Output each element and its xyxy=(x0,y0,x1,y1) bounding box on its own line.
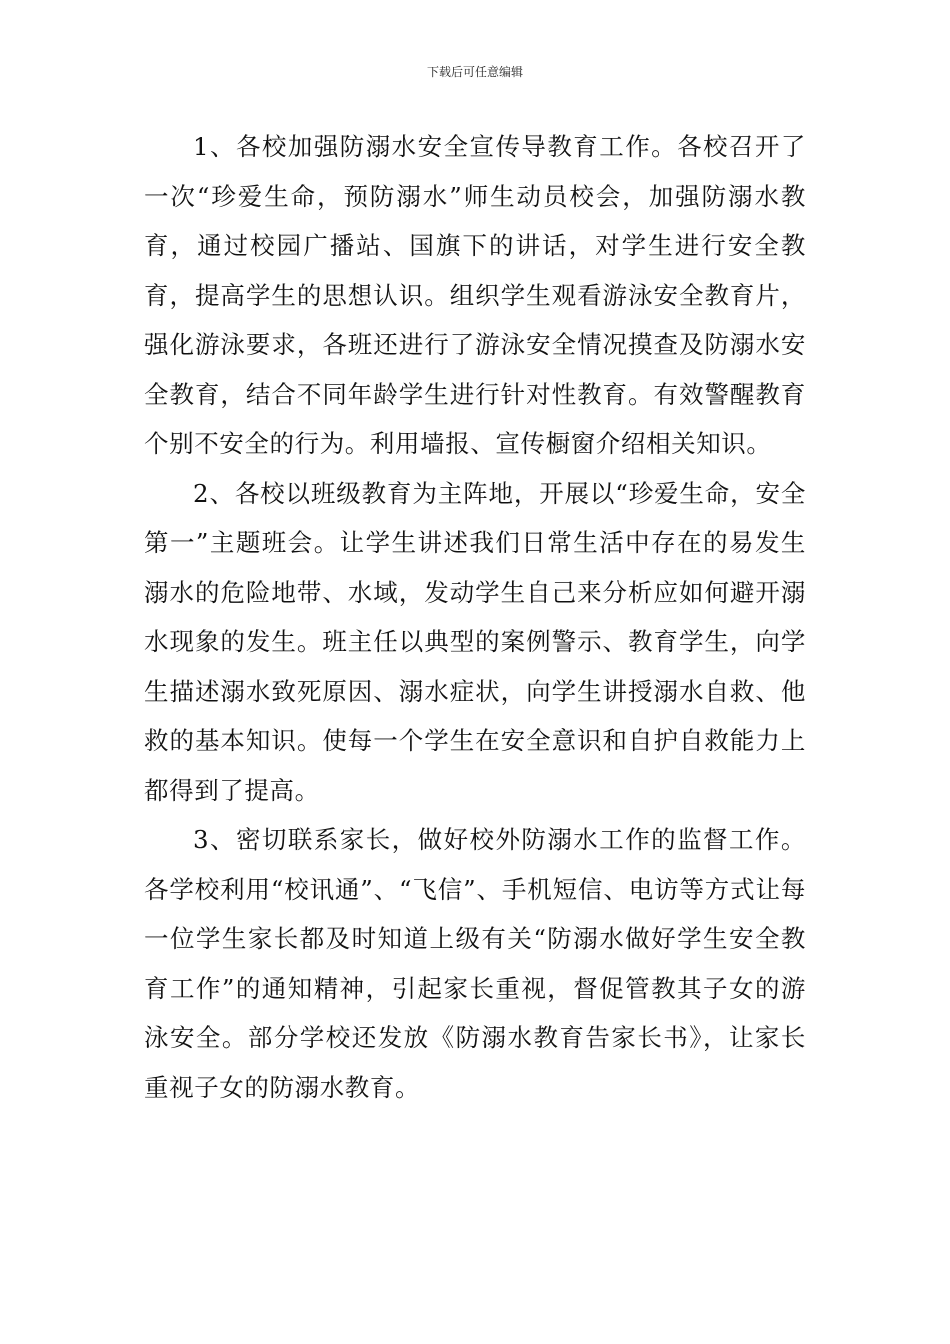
paragraph-3: 3、密切联系家长，做好校外防溺水工作的监督工作。各学校利用“校讯通”、“飞信”、手机短信、电访等方式让每一位学生家长都及时知道上级有关“防溺水做好学生安全教育工作”的通知精神，引起家长重视，督促管教其子女的游泳安全。部分学校还发放《防溺水教育告家长书》，让家长重视子女的防溺水教育。 xyxy=(144,825,806,1102)
paragraph-1: 1、各校加强防溺水安全宣传导教育工作。各校召开了一次“珍爱生命，预防溺水”师生动员校会，加强防溺水教育，通过校园广播站、国旗下的讲话，对学生进行安全教育，提高学生的思想认识。组织学生观看游泳安全教育片，强化游泳要求，各班还进行了游泳安全情况摸查及防溺水安全教育，结合不同年龄学生进行针对性教育。有效警醒教育个别不安全的行为。利用墙报、宣传橱窗介绍相关知识。 xyxy=(144,132,806,458)
page-header: 下载后可任意编辑 xyxy=(426,65,523,79)
paragraph-2: 2、各校以班级教育为主阵地，开展以“珍爱生命，安全第一”主题班会。让学生讲述我们日常生活中存在的易发生溺水的危险地带、水域，发动学生自己来分析应如何避开溺水现象的发生。班主任以典型的案例警示、教育学生，向学生描述溺水致死原因、溺水症状，向学生讲授溺水自救、他救的基本知识。使每一个学生在安全意识和自护自救能力上都得到了提高。 xyxy=(144,478,806,805)
document-body xyxy=(144,122,806,1112)
